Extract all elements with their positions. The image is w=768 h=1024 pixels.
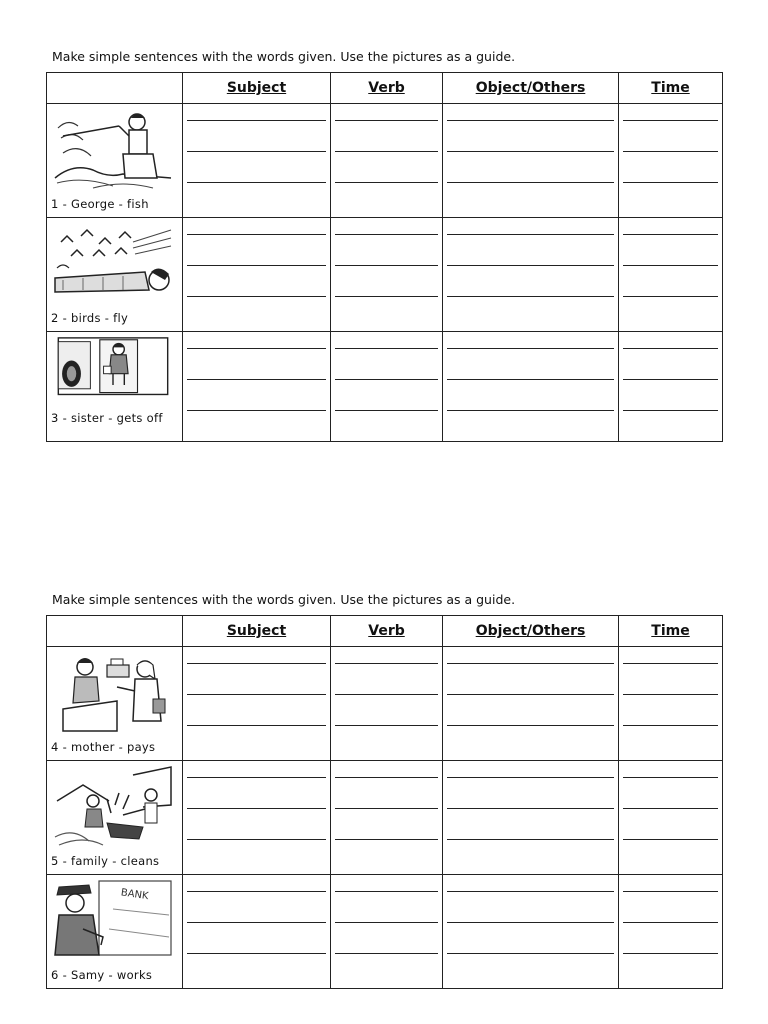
worksheet-table — [46, 615, 723, 989]
birds-flying-picture — [53, 222, 173, 304]
table-row — [47, 332, 723, 442]
picture-cell — [47, 761, 183, 875]
verb-header: Verb — [331, 73, 443, 104]
object-answer-cell[interactable] — [443, 332, 619, 442]
worksheet-section-2 — [46, 591, 722, 989]
object-header: Object/Others — [443, 73, 619, 104]
subject-answer-cell[interactable] — [183, 332, 331, 442]
picture-header — [47, 73, 183, 104]
table-row — [47, 104, 723, 218]
object-answer-cell[interactable] — [443, 104, 619, 218]
table-row — [47, 875, 723, 989]
verb-answer-cell[interactable] — [331, 875, 443, 989]
subject-answer-cell[interactable] — [183, 104, 331, 218]
time-header: Time — [619, 73, 723, 104]
verb-answer-cell[interactable] — [331, 761, 443, 875]
time-header: Time — [619, 616, 723, 647]
row-caption: 5 - family - cleans — [51, 854, 160, 868]
instruction-text: Make simple sentences with the words given. Use the pictures as a guide. — [52, 592, 516, 607]
time-answer-cell[interactable] — [619, 647, 723, 761]
worksheet-table — [46, 72, 723, 442]
picture-cell — [47, 875, 183, 989]
time-answer-cell[interactable] — [619, 104, 723, 218]
time-answer-cell[interactable] — [619, 875, 723, 989]
header-row — [47, 616, 723, 647]
verb-answer-cell[interactable] — [331, 647, 443, 761]
object-answer-cell[interactable] — [443, 218, 619, 332]
time-answer-cell[interactable] — [619, 332, 723, 442]
picture-cell — [47, 218, 183, 332]
worksheet-section-1 — [46, 48, 722, 442]
table-row — [47, 647, 723, 761]
subject-answer-cell[interactable] — [183, 218, 331, 332]
object-answer-cell[interactable] — [443, 647, 619, 761]
svg-text:BANK: BANK — [120, 887, 150, 903]
subject-answer-cell[interactable] — [183, 875, 331, 989]
subject-header: Subject — [183, 73, 331, 104]
subject-answer-cell[interactable] — [183, 761, 331, 875]
object-answer-cell[interactable] — [443, 761, 619, 875]
verb-answer-cell[interactable] — [331, 332, 443, 442]
row-caption: 2 - birds - fly — [51, 311, 129, 325]
instruction-text: Make simple sentences with the words given. Use the pictures as a guide. — [52, 49, 516, 64]
mother-paying-cashier-picture — [53, 651, 173, 733]
table-row — [47, 218, 723, 332]
row-caption: 1 - George - fish — [51, 197, 149, 211]
verb-header: Verb — [331, 616, 443, 647]
header-row — [47, 73, 723, 104]
subject-header: Subject — [183, 616, 331, 647]
time-answer-cell[interactable] — [619, 761, 723, 875]
picture-cell — [47, 647, 183, 761]
verb-answer-cell[interactable] — [331, 218, 443, 332]
picture-header — [47, 616, 183, 647]
verb-answer-cell[interactable] — [331, 104, 443, 218]
table-row — [47, 761, 723, 875]
picture-cell — [47, 332, 183, 442]
object-answer-cell[interactable] — [443, 875, 619, 989]
object-header: Object/Others — [443, 616, 619, 647]
row-caption: 6 - Samy - works — [51, 968, 153, 982]
girl-getting-off-bus-picture — [53, 336, 173, 402]
time-answer-cell[interactable] — [619, 218, 723, 332]
family-cleaning-yard-picture — [53, 765, 173, 847]
row-caption: 3 - sister - gets off — [51, 411, 163, 425]
boy-fishing-picture — [53, 108, 173, 190]
picture-cell — [47, 104, 183, 218]
subject-answer-cell[interactable] — [183, 647, 331, 761]
man-working-at-bank-picture — [53, 879, 173, 961]
row-caption: 4 - mother - pays — [51, 740, 156, 754]
